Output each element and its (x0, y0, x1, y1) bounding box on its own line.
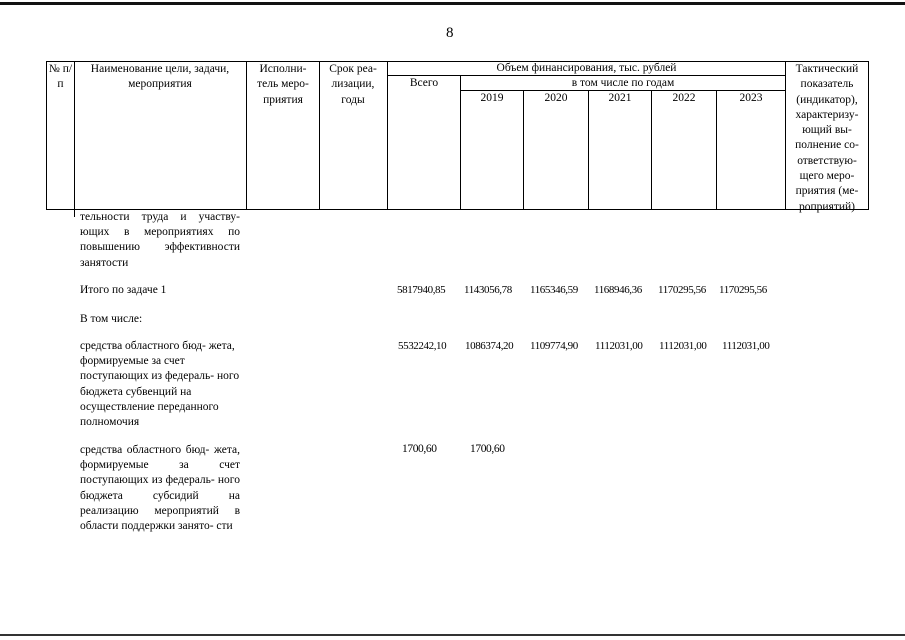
page-number: 8 (446, 25, 454, 41)
subventions-value-2020: 1109774,90 (530, 340, 578, 352)
total-task-value-total: 5817940,85 (397, 284, 446, 296)
bottom-border-line (0, 634, 905, 636)
col-line-10 (716, 90, 717, 209)
subsidies-value-2019: 1700,60 (470, 443, 505, 455)
header-indicator-col: Тактический показатель (индикатор), характеризу- ющий вы- полнение со- ответствую- щего меро- приятия (ме- роприятий) (795, 63, 859, 213)
col-line-8 (588, 90, 589, 209)
total-task-label: Итого по задаче 1 (80, 284, 167, 296)
subventions-value-2022: 1112031,00 (659, 340, 707, 352)
subventions-label: средства областного бюд- жета, формируемые за счет поступающих из федераль- ного бюджета субвенций на осуществление переданного полномочия (80, 340, 240, 429)
subventions-value-2023: 1112031,00 (722, 340, 770, 352)
header-year-2022: 2022 (672, 92, 696, 104)
col-line-3 (246, 61, 247, 209)
header-finance-col: Объем финансирования, тыс. рублей (496, 62, 677, 74)
subventions-value-2019: 1086374,20 (465, 340, 514, 352)
total-task-value-2022: 1170295,56 (658, 284, 706, 296)
col-line-12 (868, 61, 869, 209)
subsidies-value-total: 1700,60 (402, 443, 437, 455)
header-name-col: Наименование цели, задачи, мероприятия (90, 63, 230, 91)
header-year-2021: 2021 (608, 92, 632, 104)
subventions-value-2021: 1112031,00 (595, 340, 643, 352)
header-by-years: в том числе по годам (571, 77, 675, 89)
col-line-2 (74, 61, 75, 217)
header-executor-col: Исполни- тель меро- приятия (257, 63, 309, 106)
header-number-col: № п/п (48, 63, 73, 91)
subsidies-label: средства областного бюд- жета, формируемые за счет поступающих из федераль- ного бюджета субсидий на реализацию мероприятий в области поддержки занято- сти (80, 444, 240, 533)
col-line-4 (319, 61, 320, 209)
header-total-col: Всего (409, 77, 439, 89)
including-label: В том числе: (80, 313, 143, 325)
subventions-value-total: 5532242,10 (398, 340, 447, 352)
header-year-2023: 2023 (739, 92, 763, 104)
col-line-7 (523, 90, 524, 209)
header-year-2020: 2020 (544, 92, 568, 104)
total-task-value-2021: 1168946,36 (594, 284, 642, 296)
header-year-2019: 2019 (480, 92, 504, 104)
col-line-9 (651, 90, 652, 209)
total-task-value-2023: 1170295,56 (719, 284, 767, 296)
header-term-col: Срок реа- лизации, годы (329, 63, 377, 106)
total-task-value-2019: 1143056,78 (464, 284, 512, 296)
continuation-text: тельности труда и участву- ющих в мероприятиях по повышению эффективности занятости (80, 211, 240, 269)
total-task-value-2020: 1165346,59 (530, 284, 578, 296)
